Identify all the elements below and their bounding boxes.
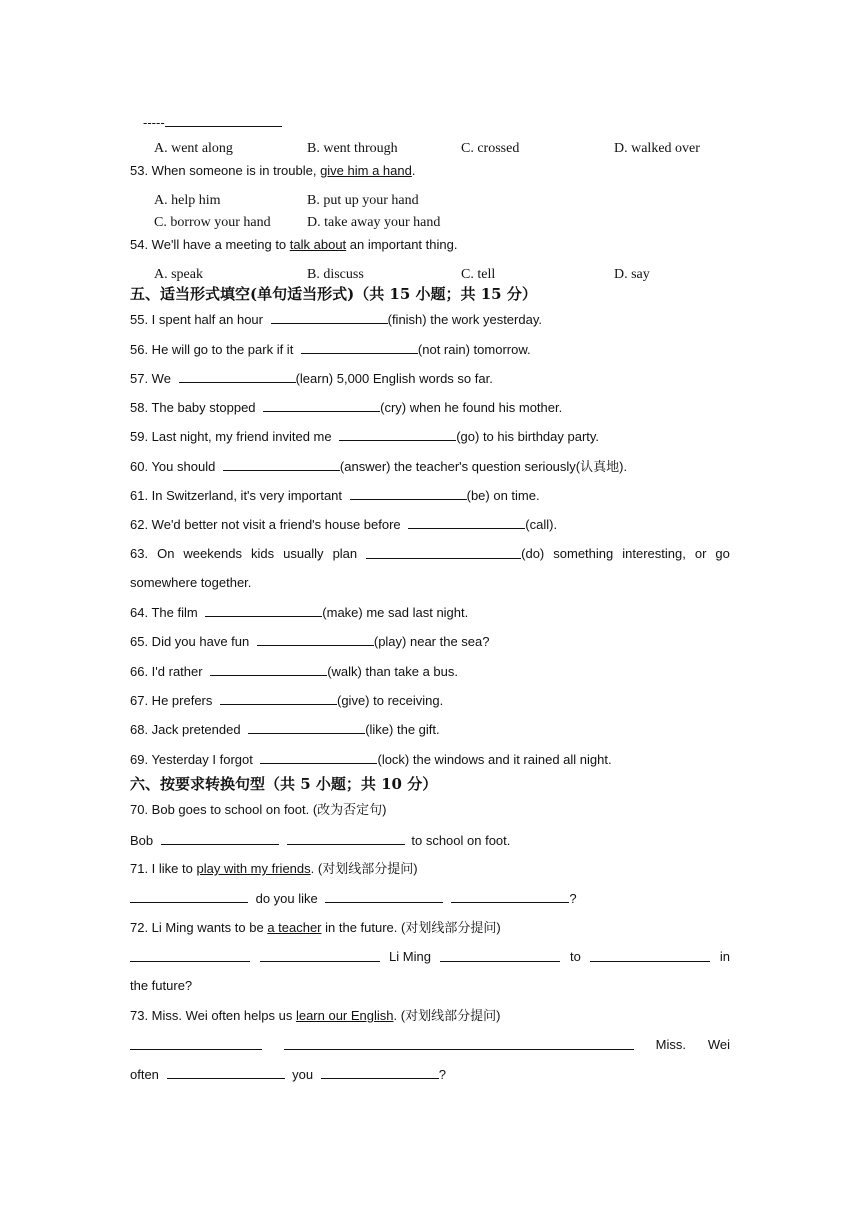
q70-stem: 70. Bob goes to school on foot. (改为否定句) xyxy=(130,802,387,817)
q62-hint: (call). xyxy=(525,517,558,532)
q52-option-d[interactable]: D. walked over xyxy=(614,141,700,156)
q63-hint: (do) xyxy=(521,546,545,561)
q63-line2: somewhere together. xyxy=(130,575,252,590)
q67-blank[interactable] xyxy=(220,691,337,705)
q66 xyxy=(130,662,458,681)
q72-blank-4[interactable] xyxy=(590,948,710,962)
q59-hint: (go) to his birthday party. xyxy=(456,429,600,444)
q63-word: 63. xyxy=(130,546,149,561)
q53-stem xyxy=(130,162,415,180)
q56 xyxy=(130,340,531,359)
q58-blank[interactable] xyxy=(263,398,380,412)
q66-text: 66. I'd rather xyxy=(130,664,207,679)
q66-blank[interactable] xyxy=(210,662,327,676)
q60-blank[interactable] xyxy=(223,457,340,471)
q72-instruction: in the future. (对划线部分提问) xyxy=(321,920,501,935)
q54-option-b[interactable]: B. discuss xyxy=(307,267,364,282)
q66-hint: (walk) than take a bus. xyxy=(327,664,458,679)
q73-qmark: ? xyxy=(438,1067,446,1082)
q72-text: 72. Li Ming wants to be xyxy=(130,920,268,935)
q57-hint: (learn) 5,000 English words so far. xyxy=(295,371,493,386)
q68-blank[interactable] xyxy=(248,720,365,734)
q69-hint: (lock) the windows and it rained all night. xyxy=(377,752,612,767)
q70-blank-1[interactable] xyxy=(161,831,279,845)
q70-subject: Bob xyxy=(130,833,157,848)
q63-line1 xyxy=(130,545,730,563)
q61-blank[interactable] xyxy=(350,486,467,500)
q56-blank[interactable] xyxy=(301,340,418,354)
q53-option-d[interactable]: D. take away your hand xyxy=(307,215,441,230)
q68-text: 68. Jack pretended xyxy=(130,722,245,737)
q53-option-a[interactable]: A. help him xyxy=(154,193,221,208)
q72-to: to xyxy=(569,949,581,964)
q56-text: 56. He will go to the park if it xyxy=(130,342,297,357)
q58-hint: (cry) when he found his mother. xyxy=(380,400,563,415)
q73-blank-3[interactable] xyxy=(167,1065,285,1079)
q72-stem xyxy=(130,919,501,937)
q73-blank-1[interactable] xyxy=(130,1036,262,1050)
q73-answer xyxy=(130,1036,730,1054)
q63-word: usually xyxy=(283,546,324,561)
q56-hint: (not rain) tomorrow. xyxy=(417,342,531,357)
q59 xyxy=(130,427,599,446)
q73-line2 xyxy=(130,1065,446,1084)
q54-text: 54. We'll have a meeting to xyxy=(130,237,290,252)
q71-text: 71. I like to xyxy=(130,861,197,876)
q54-option-c[interactable]: C. tell xyxy=(461,267,496,282)
q71-stem xyxy=(130,860,418,878)
q64 xyxy=(130,603,468,622)
q72-blank-3[interactable] xyxy=(440,948,560,962)
q54-underlined: talk about xyxy=(289,237,347,252)
q63-word: or xyxy=(694,546,707,561)
q61-hint: (be) on time. xyxy=(466,488,540,503)
q52-answer-line xyxy=(143,113,282,132)
q69-text: 69. Yesterday I forgot xyxy=(130,752,257,767)
q53-text: 53. When someone is in trouble, xyxy=(130,163,321,178)
q72-subject: Li Ming xyxy=(389,949,431,964)
q63-word: plan xyxy=(332,546,358,561)
q71-instruction: . (对划线部分提问) xyxy=(310,861,418,876)
q60 xyxy=(130,457,627,476)
q69-blank[interactable] xyxy=(260,750,377,764)
q58-text: 58. The baby stopped xyxy=(130,400,260,415)
q73-you: you xyxy=(288,1067,317,1082)
q68-hint: (like) the gift. xyxy=(365,722,440,737)
q65-hint: (play) near the sea? xyxy=(373,634,490,649)
section5-title: 五、适当形式填空(单句适当形式)（共 15 小题；共 15 分） xyxy=(130,285,537,303)
q64-hint: (make) me sad last night. xyxy=(322,605,469,620)
q72-in: in xyxy=(719,949,730,964)
q71-underlined: play with my friends xyxy=(196,861,311,876)
q53-underlined: give him a hand xyxy=(320,163,412,178)
q52-option-a[interactable]: A. went along xyxy=(154,141,233,156)
q63-blank[interactable] xyxy=(366,545,521,559)
q72-answer xyxy=(130,948,730,966)
q52-option-c[interactable]: C. crossed xyxy=(461,141,520,156)
q57-text: 57. We xyxy=(130,371,175,386)
q53-option-b[interactable]: B. put up your hand xyxy=(307,193,419,208)
q70-blank-2[interactable] xyxy=(287,831,405,845)
q71-blank-2[interactable] xyxy=(325,889,443,903)
q73-word: Wei xyxy=(707,1037,730,1052)
q63-word: On xyxy=(157,546,175,561)
q63-word: something xyxy=(553,546,614,561)
q65-blank[interactable] xyxy=(257,632,374,646)
q52-option-b[interactable]: B. went through xyxy=(307,141,398,156)
q72-blank-1[interactable] xyxy=(130,948,250,962)
q58 xyxy=(130,398,562,417)
q57-blank[interactable] xyxy=(179,369,296,383)
q55-blank[interactable] xyxy=(271,310,388,324)
q65 xyxy=(130,632,489,651)
q63-word: interesting, xyxy=(622,546,686,561)
q54-option-d[interactable]: D. say xyxy=(614,267,650,282)
q52-dashes: ----- xyxy=(143,115,165,130)
q62-text: 62. We'd better not visit a friend's house before xyxy=(130,517,405,532)
q73-often: often xyxy=(130,1067,163,1082)
q67 xyxy=(130,691,443,710)
q73-word: Miss. xyxy=(655,1037,686,1052)
q55 xyxy=(130,310,542,329)
q71-mid: do you like xyxy=(252,891,322,906)
q64-blank[interactable] xyxy=(205,603,322,617)
q70-answer xyxy=(130,831,510,850)
q63-word: go xyxy=(715,546,730,561)
q73-text: 73. Miss. Wei often helps us xyxy=(130,1008,296,1023)
q53-end: . xyxy=(411,163,416,178)
q68 xyxy=(130,720,440,739)
q73-blank-4[interactable] xyxy=(321,1065,439,1079)
q63-word: kids xyxy=(250,546,275,561)
section6-title: 六、按要求转换句型（共 5 小题；共 10 分） xyxy=(130,775,438,793)
q70-rest: to school on foot. xyxy=(407,833,511,848)
q55-text: 55. I spent half an hour xyxy=(130,312,267,327)
q71-blank-3[interactable] xyxy=(451,889,569,903)
q54-end: an important thing. xyxy=(346,237,458,252)
q67-hint: (give) to receiving. xyxy=(337,693,444,708)
q65-text: 65. Did you have fun xyxy=(130,634,253,649)
q69 xyxy=(130,750,612,769)
q72-blank-2[interactable] xyxy=(260,948,380,962)
q55-hint: (finish) the work yesterday. xyxy=(387,312,542,327)
q63-word: weekends xyxy=(183,546,242,561)
q59-blank[interactable] xyxy=(339,427,456,441)
q54-option-a[interactable]: A. speak xyxy=(154,267,203,282)
q72-underlined: a teacher xyxy=(267,920,322,935)
q52-blank[interactable] xyxy=(165,113,282,127)
q71-answer xyxy=(130,889,577,908)
q73-stem xyxy=(130,1007,500,1025)
q71-blank-1[interactable] xyxy=(130,889,248,903)
q60-hint: (answer) the teacher's question seriously(认真地). xyxy=(339,459,628,474)
q62-blank[interactable] xyxy=(408,515,525,529)
q60-text: 60. You should xyxy=(130,459,219,474)
q64-text: 64. The film xyxy=(130,605,202,620)
q53-option-c[interactable]: C. borrow your hand xyxy=(154,215,271,230)
q73-blank-2[interactable] xyxy=(284,1036,634,1050)
q73-instruction: . (对划线部分提问) xyxy=(393,1008,501,1023)
q73-underlined: learn our English xyxy=(295,1008,394,1023)
q71-qmark: ? xyxy=(569,891,577,906)
q57 xyxy=(130,369,493,388)
q61-text: 61. In Switzerland, it's very important xyxy=(130,488,346,503)
q54-stem xyxy=(130,236,457,254)
q72-line2: the future? xyxy=(130,978,193,993)
q67-text: 67. He prefers xyxy=(130,693,216,708)
q59-text: 59. Last night, my friend invited me xyxy=(130,429,336,444)
q62 xyxy=(130,515,557,534)
q61 xyxy=(130,486,540,505)
